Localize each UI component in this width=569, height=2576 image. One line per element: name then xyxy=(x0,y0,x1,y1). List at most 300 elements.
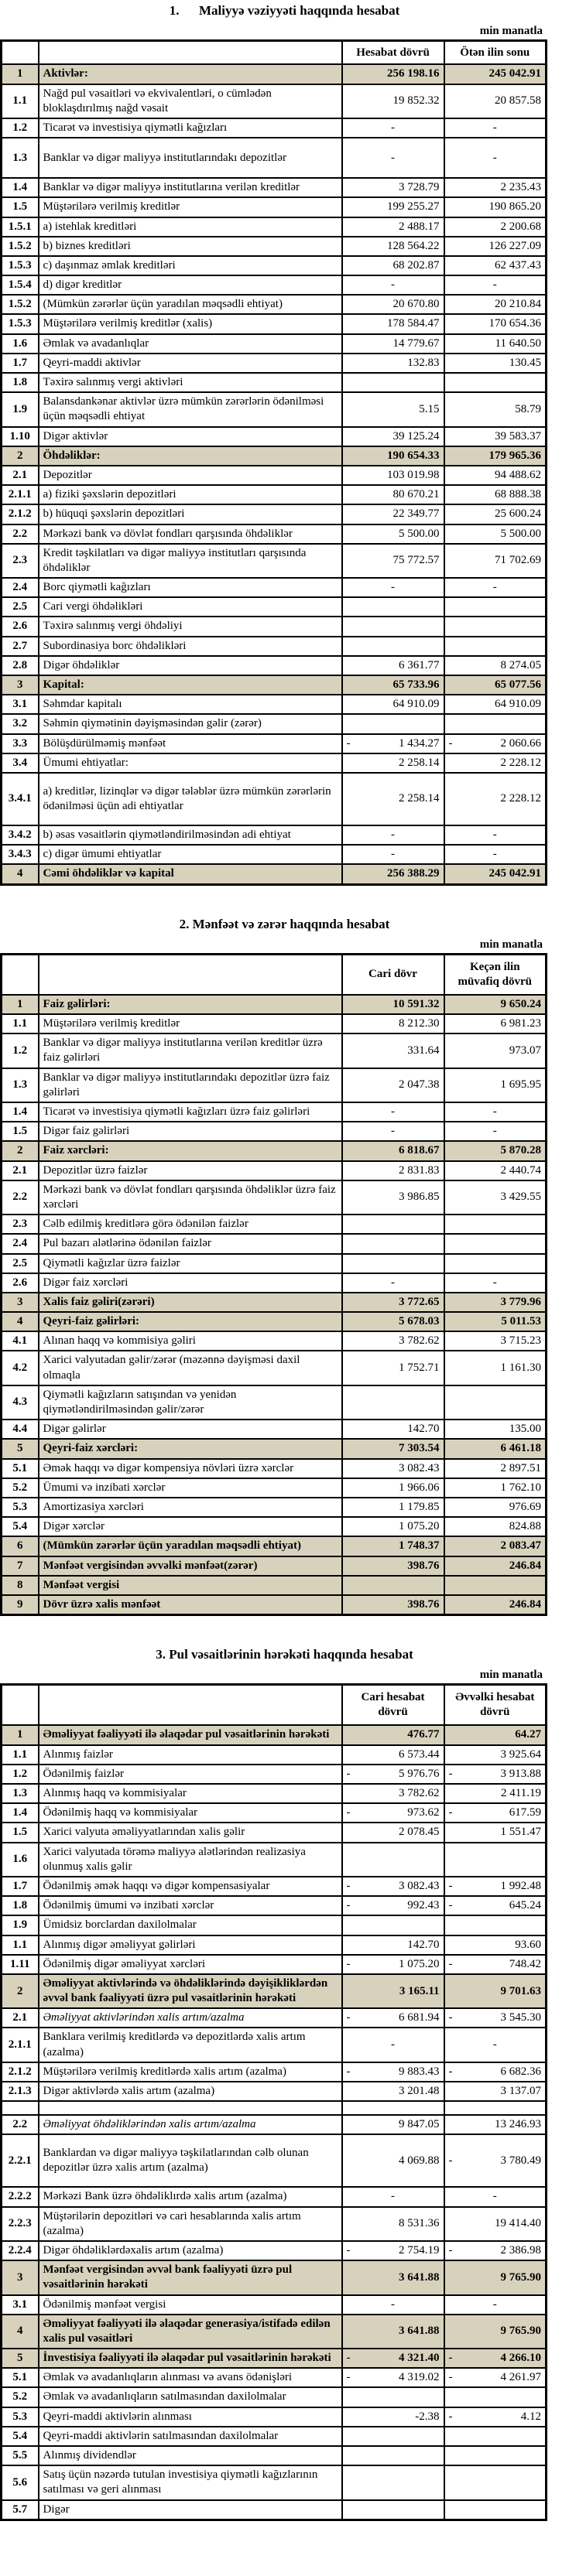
row-num: 1.5.3 xyxy=(2,314,39,333)
value-current: - xyxy=(342,2295,444,2315)
negative-value: - 1 434.27 xyxy=(346,736,440,750)
row-num: 3.4 xyxy=(2,753,39,773)
row-label: a) fiziki şəxslərin depozitləri xyxy=(39,485,342,504)
unit-label: min manatla xyxy=(479,1669,543,1682)
row-num: 1.2 xyxy=(2,1033,39,1068)
value-current xyxy=(342,1254,444,1273)
row-label: Qeyri-maddi aktivlərin satılmasından daxilolmalar xyxy=(39,2427,342,2446)
row-label: Əmlak və avadanlıqların satılmasından daxilolmalar xyxy=(39,2387,342,2407)
row-label: Digər faiz gəlirləri xyxy=(39,1122,342,1141)
row-num: 2.6 xyxy=(2,1273,39,1293)
value-previous: 1 161.30 xyxy=(444,1351,547,1385)
value-current: 3 772.65 xyxy=(342,1293,444,1312)
value-current xyxy=(342,1234,444,1253)
row-num: 2.5 xyxy=(2,597,39,617)
row-label: Mərkəzi bank və dövlət fondları qarşısında öhdəliklər xyxy=(39,524,342,544)
table-row xyxy=(2,392,547,426)
row-num: 5.3 xyxy=(2,2407,39,2427)
row-label: Xarici valyutada törəmə maliyyə alətlərindən realizasiya olunmuş xalis gəlir xyxy=(39,1843,342,1877)
value-previous xyxy=(444,617,547,636)
report-table-cash-flow xyxy=(0,1683,547,2520)
value-current xyxy=(342,1385,444,1420)
table-row xyxy=(2,1935,547,1955)
row-label: Banklar və digər maliyyə institutlarına verilən kreditlər üzrə faiz gəlirləri xyxy=(39,1033,342,1068)
row-num: 4 xyxy=(2,864,39,884)
table-row xyxy=(2,1803,547,1823)
value-previous xyxy=(444,2387,547,2407)
value-current: 142.70 xyxy=(342,1935,444,1955)
value-previous: 2 228.12 xyxy=(444,773,547,825)
row-label: Müştərilərin depozitləri və cari hesablarında xalis artım (azalma) xyxy=(39,2207,342,2241)
table-row xyxy=(2,2115,547,2134)
table-row xyxy=(2,1234,547,1253)
row-label: Əməliyyat aktivlərindən xalis artım/azalma xyxy=(39,2008,342,2028)
col-header-current: Cari dövr xyxy=(342,954,444,995)
value-previous: 190 865.20 xyxy=(444,197,547,217)
value-previous: 5 870.28 xyxy=(444,1141,547,1160)
value-current: - xyxy=(342,2028,444,2062)
value-previous: 246.84 xyxy=(444,1595,547,1615)
value-current: 39 125.24 xyxy=(342,427,444,446)
value-current: 256 198.16 xyxy=(342,64,444,84)
row-num: 8 xyxy=(2,1576,39,1595)
row-label: c) daşınmaz əmlak kreditləri xyxy=(39,256,342,275)
table-row xyxy=(2,578,547,597)
value-previous: 93.60 xyxy=(444,1935,547,1955)
row-label: Xarici valyutadan gəlir/zərər (məzənnə dəyişməsi daxil olmaqla xyxy=(39,1351,342,1385)
row-num: 5.4 xyxy=(2,1517,39,1536)
table-row xyxy=(2,1180,547,1215)
table-row xyxy=(2,1102,547,1122)
row-label: Alınmış dividendlər xyxy=(39,2446,342,2465)
value-previous xyxy=(444,714,547,733)
row-label: Mənfəət vergisindən əvvəlki mənfəət(zərər) xyxy=(39,1556,342,1576)
row-num: 3 xyxy=(2,2260,39,2294)
row-label: Amortizasiya xərcləri xyxy=(39,1498,342,1517)
row-num: 1.8 xyxy=(2,373,39,392)
row-label: (Mümkün zərərlər üçün yaradılan məqsədli ehtiyat) xyxy=(39,1536,342,1556)
row-num: 2 xyxy=(2,1974,39,2008)
row-label: Müştərilərə verilmiş kreditlərdə xalis artım (azalma) xyxy=(39,2062,342,2082)
value-current: 190 654.33 xyxy=(342,446,444,466)
value-previous xyxy=(444,2101,547,2115)
value-previous xyxy=(444,2427,547,2446)
row-label: Banklar və digər maliyyə institutlarındakı depozitlər üzrə faiz gəlirləri xyxy=(39,1068,342,1102)
value-current xyxy=(342,1877,444,1896)
header-num-cell xyxy=(2,1685,39,1726)
value-previous: - xyxy=(444,275,547,295)
value-previous: 2 235.43 xyxy=(444,178,547,197)
row-label xyxy=(39,2101,342,2115)
value-previous: 3 925.64 xyxy=(444,1745,547,1765)
value-previous: 170 654.36 xyxy=(444,314,547,333)
value-previous: 9 701.63 xyxy=(444,1974,547,2008)
table-row xyxy=(2,2446,547,2465)
table-row xyxy=(2,334,547,354)
value-previous: 973.07 xyxy=(444,1033,547,1068)
value-current: 1 752.71 xyxy=(342,1351,444,1385)
table-row xyxy=(2,2260,547,2294)
value-previous: 3 429.55 xyxy=(444,1180,547,1215)
value-current xyxy=(342,2008,444,2028)
value-previous: - xyxy=(444,2187,547,2206)
row-label: Digər xyxy=(39,2500,342,2520)
row-num: 2 xyxy=(2,446,39,466)
value-previous xyxy=(444,734,547,753)
row-num: 4.2 xyxy=(2,1351,39,1385)
value-current: - xyxy=(342,845,444,864)
row-label: Subordinasiya borc öhdəlikləri xyxy=(39,637,342,656)
table-row xyxy=(2,2500,547,2520)
value-current xyxy=(342,2446,444,2465)
value-previous xyxy=(444,2500,547,2520)
row-num: 3.2 xyxy=(2,714,39,733)
value-previous xyxy=(444,1955,547,1974)
table-row xyxy=(2,1725,547,1744)
table-row xyxy=(2,734,547,753)
value-current: - xyxy=(342,825,444,845)
value-current: 2 078.45 xyxy=(342,1823,444,1842)
row-label: Müştərilərə verilmiş kreditlər xyxy=(39,1014,342,1033)
table-row xyxy=(2,2008,547,2028)
row-num: 1.9 xyxy=(2,1915,39,1935)
row-label: Müştərilərə verilmiş kreditlər xyxy=(39,197,342,217)
value-previous: 6 981.23 xyxy=(444,1014,547,1033)
value-current: 256 388.29 xyxy=(342,864,444,884)
row-num: 1.1 xyxy=(2,84,39,118)
row-label: Əməliyyat aktivlərində və öhdəliklərində dəyişikliklərdən əvvəl bank fəaliyyəti üzrə pul vəsaitlərinin hərəkəti xyxy=(39,1974,342,2008)
value-previous xyxy=(444,373,547,392)
row-num: 3.3 xyxy=(2,734,39,753)
header-num-cell xyxy=(2,41,39,65)
table-row xyxy=(2,1273,547,1293)
row-label: Digər xərclər xyxy=(39,1517,342,1536)
negative-value: - 6 682.36 xyxy=(448,2065,541,2078)
value-previous: 19 414.40 xyxy=(444,2207,547,2241)
value-current: 6 361.77 xyxy=(342,656,444,675)
value-previous: 824.88 xyxy=(444,1517,547,1536)
value-previous: - xyxy=(444,2028,547,2062)
row-label: b) biznes kreditləri xyxy=(39,237,342,256)
row-label: Digər aktivlər xyxy=(39,427,342,446)
row-num: 1.5.4 xyxy=(2,275,39,295)
row-num: 1.1 xyxy=(2,1745,39,1765)
row-label: Kredit təşkilatları və digər maliyyə institutları qarşısında öhdəliklər xyxy=(39,544,342,578)
negative-value: - 4 319.02 xyxy=(346,2371,440,2384)
value-previous: 3 137.07 xyxy=(444,2082,547,2101)
header-label-cell xyxy=(39,1685,342,1726)
row-num: 4.3 xyxy=(2,1385,39,1420)
row-num: 1.7 xyxy=(2,1877,39,1896)
row-num: 1.2 xyxy=(2,118,39,138)
row-num: 7 xyxy=(2,1556,39,1576)
value-current: 3 641.88 xyxy=(342,2315,444,2349)
row-num: 1.1 xyxy=(2,1935,39,1955)
table-row xyxy=(2,314,547,333)
value-current: 14 779.67 xyxy=(342,334,444,354)
row-label: b) hüquqi şəxslərin depozitləri xyxy=(39,504,342,524)
row-label: Ödənilmiş ümumi və inzibati xərclər xyxy=(39,1896,342,1915)
table-row xyxy=(2,1068,547,1102)
table-row xyxy=(2,1293,547,1312)
value-current: 6 818.67 xyxy=(342,1141,444,1160)
value-current: 3 986.85 xyxy=(342,1180,444,1215)
value-previous: 1 551.47 xyxy=(444,1823,547,1842)
row-num: 1.4 xyxy=(2,178,39,197)
header-row xyxy=(2,41,547,65)
row-num: 1.5.1 xyxy=(2,217,39,237)
row-num: 1.4 xyxy=(2,1803,39,1823)
table-row xyxy=(2,597,547,617)
row-label: Depozitlər xyxy=(39,466,342,485)
value-previous: 130.45 xyxy=(444,354,547,373)
value-previous xyxy=(444,2407,547,2427)
value-current: 331.64 xyxy=(342,1033,444,1068)
value-previous xyxy=(444,1254,547,1273)
row-num: 2.1.1 xyxy=(2,485,39,504)
value-current: - xyxy=(342,138,444,178)
value-current: -2.38 xyxy=(342,2407,444,2427)
table-row xyxy=(2,1254,547,1273)
row-label: Ödənilmiş faizlər xyxy=(39,1765,342,1784)
row-label: Aktivlər: xyxy=(39,64,342,84)
value-previous xyxy=(444,1896,547,1915)
value-previous: 8 274.05 xyxy=(444,656,547,675)
row-label: Səhmin qiymətinin dəyişməsindən gəlir (zərər) xyxy=(39,714,342,733)
value-previous: - xyxy=(444,845,547,864)
table-row xyxy=(2,1595,547,1615)
value-current: 132.83 xyxy=(342,354,444,373)
value-current xyxy=(342,734,444,753)
value-previous xyxy=(444,2349,547,2368)
table-row xyxy=(2,2187,547,2206)
row-num: 6 xyxy=(2,1536,39,1556)
value-current: - xyxy=(342,578,444,597)
value-previous: - xyxy=(444,578,547,597)
table-row xyxy=(2,2101,547,2115)
table-row xyxy=(2,84,547,118)
value-previous: 64.27 xyxy=(444,1725,547,1744)
value-current xyxy=(342,1576,444,1595)
value-current: 3 082.43 xyxy=(342,1459,444,1478)
row-num: 4.4 xyxy=(2,1420,39,1439)
table-row xyxy=(2,1765,547,1784)
negative-value: - 3 913.88 xyxy=(448,1767,541,1780)
table-row xyxy=(2,2295,547,2315)
value-current: 128 564.22 xyxy=(342,237,444,256)
row-label: Öhdəliklər: xyxy=(39,446,342,466)
table-row xyxy=(2,1517,547,1536)
value-current: 5.15 xyxy=(342,392,444,426)
value-previous xyxy=(444,1803,547,1823)
value-current: - xyxy=(342,2187,444,2206)
row-label: Bölüşdürülməmiş mənfəət xyxy=(39,734,342,753)
table-row xyxy=(2,695,547,714)
value-current: - xyxy=(342,1102,444,1122)
row-num: 2.1 xyxy=(2,2008,39,2028)
row-num: 1.11 xyxy=(2,1955,39,1974)
row-num: 3.4.2 xyxy=(2,825,39,845)
negative-value: - 992.43 xyxy=(346,1899,440,1912)
header-label-cell xyxy=(39,41,342,65)
row-num: 1.3 xyxy=(2,138,39,178)
table-row xyxy=(2,753,547,773)
value-current xyxy=(342,2101,444,2115)
row-label: Nağd pul vəsaitləri və ekvivalentləri, o cümlədən bloklaşdırılmış nağd vəsait xyxy=(39,84,342,118)
value-previous xyxy=(444,1915,547,1935)
table-row xyxy=(2,64,547,84)
col-header-current: Cari hesabat dövrü xyxy=(342,1685,444,1726)
row-label: Mənfəət vergisi xyxy=(39,1576,342,1595)
row-num: 2.8 xyxy=(2,656,39,675)
value-current: 8 531.36 xyxy=(342,2207,444,2241)
value-current: 476.77 xyxy=(342,1725,444,1744)
table-row xyxy=(2,773,547,825)
row-num: 2.2 xyxy=(2,1180,39,1215)
row-num: 3.1 xyxy=(2,2295,39,2315)
row-label: Alınmış digər əməliyyat gəlirləri xyxy=(39,1935,342,1955)
table-row xyxy=(2,1351,547,1385)
row-num: 1.3 xyxy=(2,1784,39,1803)
row-num: 5.5 xyxy=(2,2446,39,2465)
unit-label: min manatla xyxy=(479,25,543,38)
row-num: 2.1.2 xyxy=(2,2062,39,2082)
value-current: 178 584.47 xyxy=(342,314,444,333)
value-previous xyxy=(444,1576,547,1595)
value-previous: 62 437.43 xyxy=(444,256,547,275)
table-row xyxy=(2,2349,547,2368)
value-previous: 3 715.23 xyxy=(444,1331,547,1351)
row-num: 3.4.3 xyxy=(2,845,39,864)
row-label: Banklar və digər maliyyə institutlarına verilən kreditlər xyxy=(39,178,342,197)
row-num: 2.2 xyxy=(2,524,39,544)
value-current: 3 165.11 xyxy=(342,1974,444,2008)
table-row xyxy=(2,446,547,466)
value-previous xyxy=(444,1877,547,1896)
value-previous xyxy=(444,2134,547,2187)
report-table-profit-loss xyxy=(0,953,547,1616)
value-previous: 9 650.24 xyxy=(444,995,547,1014)
table-row xyxy=(2,656,547,675)
row-label: Xalis faiz gəliri(zərəri) xyxy=(39,1293,342,1312)
row-num: 2.7 xyxy=(2,637,39,656)
table-row xyxy=(2,2387,547,2407)
value-previous: 179 965.36 xyxy=(444,446,547,466)
value-previous: 976.69 xyxy=(444,1498,547,1517)
table-row xyxy=(2,256,547,275)
table-row xyxy=(2,864,547,884)
table-row xyxy=(2,275,547,295)
negative-value: - 1 992.48 xyxy=(448,1879,541,1892)
negative-value: - 2 754.19 xyxy=(346,2243,440,2257)
value-previous: 2 200.68 xyxy=(444,217,547,237)
value-current: 103 019.98 xyxy=(342,466,444,485)
row-num: 5.4 xyxy=(2,2427,39,2446)
table-row xyxy=(2,2241,547,2260)
value-current: 2 831.83 xyxy=(342,1161,444,1180)
value-current xyxy=(342,2427,444,2446)
row-label: Alınan haqq və kommisiya gəliri xyxy=(39,1331,342,1351)
value-current xyxy=(342,2465,444,2499)
row-num: 4.1 xyxy=(2,1331,39,1351)
value-previous: 3 779.96 xyxy=(444,1293,547,1312)
row-label: Borc qiymətli kağızları xyxy=(39,578,342,597)
row-label: Satış üçün nəzərdə tutulan investisiya qiymətli kağızlarının satılması və geri alınması xyxy=(39,2465,342,2499)
value-previous: 245 042.91 xyxy=(444,864,547,884)
value-previous xyxy=(444,637,547,656)
header-row xyxy=(2,954,547,995)
row-num: 1 xyxy=(2,995,39,1014)
value-current: 20 670.80 xyxy=(342,295,444,314)
value-current: 1 179.85 xyxy=(342,1498,444,1517)
row-label: Təxirə salınmış vergi aktivləri xyxy=(39,373,342,392)
row-num: 2.1 xyxy=(2,466,39,485)
table-row xyxy=(2,617,547,636)
value-previous: - xyxy=(444,138,547,178)
value-previous: 64 910.09 xyxy=(444,695,547,714)
row-label: Alınmış haqq və kommisiyalar xyxy=(39,1784,342,1803)
value-previous: 126 227.09 xyxy=(444,237,547,256)
row-label: Ümidsiz borclardan daxilolmalar xyxy=(39,1915,342,1935)
value-current: 2 258.14 xyxy=(342,753,444,773)
value-current: 2 047.38 xyxy=(342,1068,444,1102)
row-label: Ödənilmiş haqq və kommisiyalar xyxy=(39,1803,342,1823)
row-label: Cəmi öhdəliklər və kapital xyxy=(39,864,342,884)
row-label: Banklardan və digər maliyyə təşkilatlarından cəlb olunan depozitlər üzrə xalis artım (azalma) xyxy=(39,2134,342,2187)
row-num: 2.2.2 xyxy=(2,2187,39,2206)
table-row xyxy=(2,1161,547,1180)
row-num: 5.3 xyxy=(2,1498,39,1517)
row-num: 1.6 xyxy=(2,334,39,354)
row-label: Ticarət və investisiya qiymətli kağızları xyxy=(39,118,342,138)
table-row xyxy=(2,1974,547,2008)
row-num: 5 xyxy=(2,2349,39,2368)
row-label: Cari vergi öhdəlikləri xyxy=(39,597,342,617)
row-num: 3 xyxy=(2,1293,39,1312)
negative-value: - 1 075.20 xyxy=(346,1957,440,1970)
value-previous: 5 500.00 xyxy=(444,524,547,544)
value-current: 142.70 xyxy=(342,1420,444,1439)
row-label: Ödənilmiş əmək haqqı və digər kompensasiyalar xyxy=(39,1877,342,1896)
value-previous xyxy=(444,2062,547,2082)
row-label: Mərkəzi bank və dövlət fondları qarşısında öhdəliklər üzrə faiz xərcləri xyxy=(39,1180,342,1215)
negative-value: - 3 780.49 xyxy=(448,2154,541,2167)
negative-value: - 3 545.30 xyxy=(448,2011,541,2024)
negative-value: - 2 060.66 xyxy=(448,736,541,750)
table-row xyxy=(2,1877,547,1896)
row-label: Qeyri-maddi aktivlərin alınması xyxy=(39,2407,342,2427)
row-num: 1 xyxy=(2,64,39,84)
value-current xyxy=(342,2368,444,2387)
row-num: 2.3 xyxy=(2,544,39,578)
col-header-previous: Ötən ilin sonu xyxy=(444,41,547,65)
row-label: Müştərilərə verilmiş kreditlər (xalis) xyxy=(39,314,342,333)
value-previous: 245 042.91 xyxy=(444,64,547,84)
value-current xyxy=(342,637,444,656)
value-current: 8 212.30 xyxy=(342,1014,444,1033)
row-num: 1.7 xyxy=(2,354,39,373)
table-row xyxy=(2,1312,547,1331)
table-row xyxy=(2,2427,547,2446)
value-current xyxy=(342,714,444,733)
row-label: Əmlak və avadanlıqlar xyxy=(39,334,342,354)
row-num: 5.1 xyxy=(2,2368,39,2387)
table-row xyxy=(2,524,547,544)
row-label: Ümumi və inzibati xərclər xyxy=(39,1478,342,1498)
value-previous: - xyxy=(444,825,547,845)
table-row xyxy=(2,1915,547,1935)
value-previous xyxy=(444,2465,547,2499)
